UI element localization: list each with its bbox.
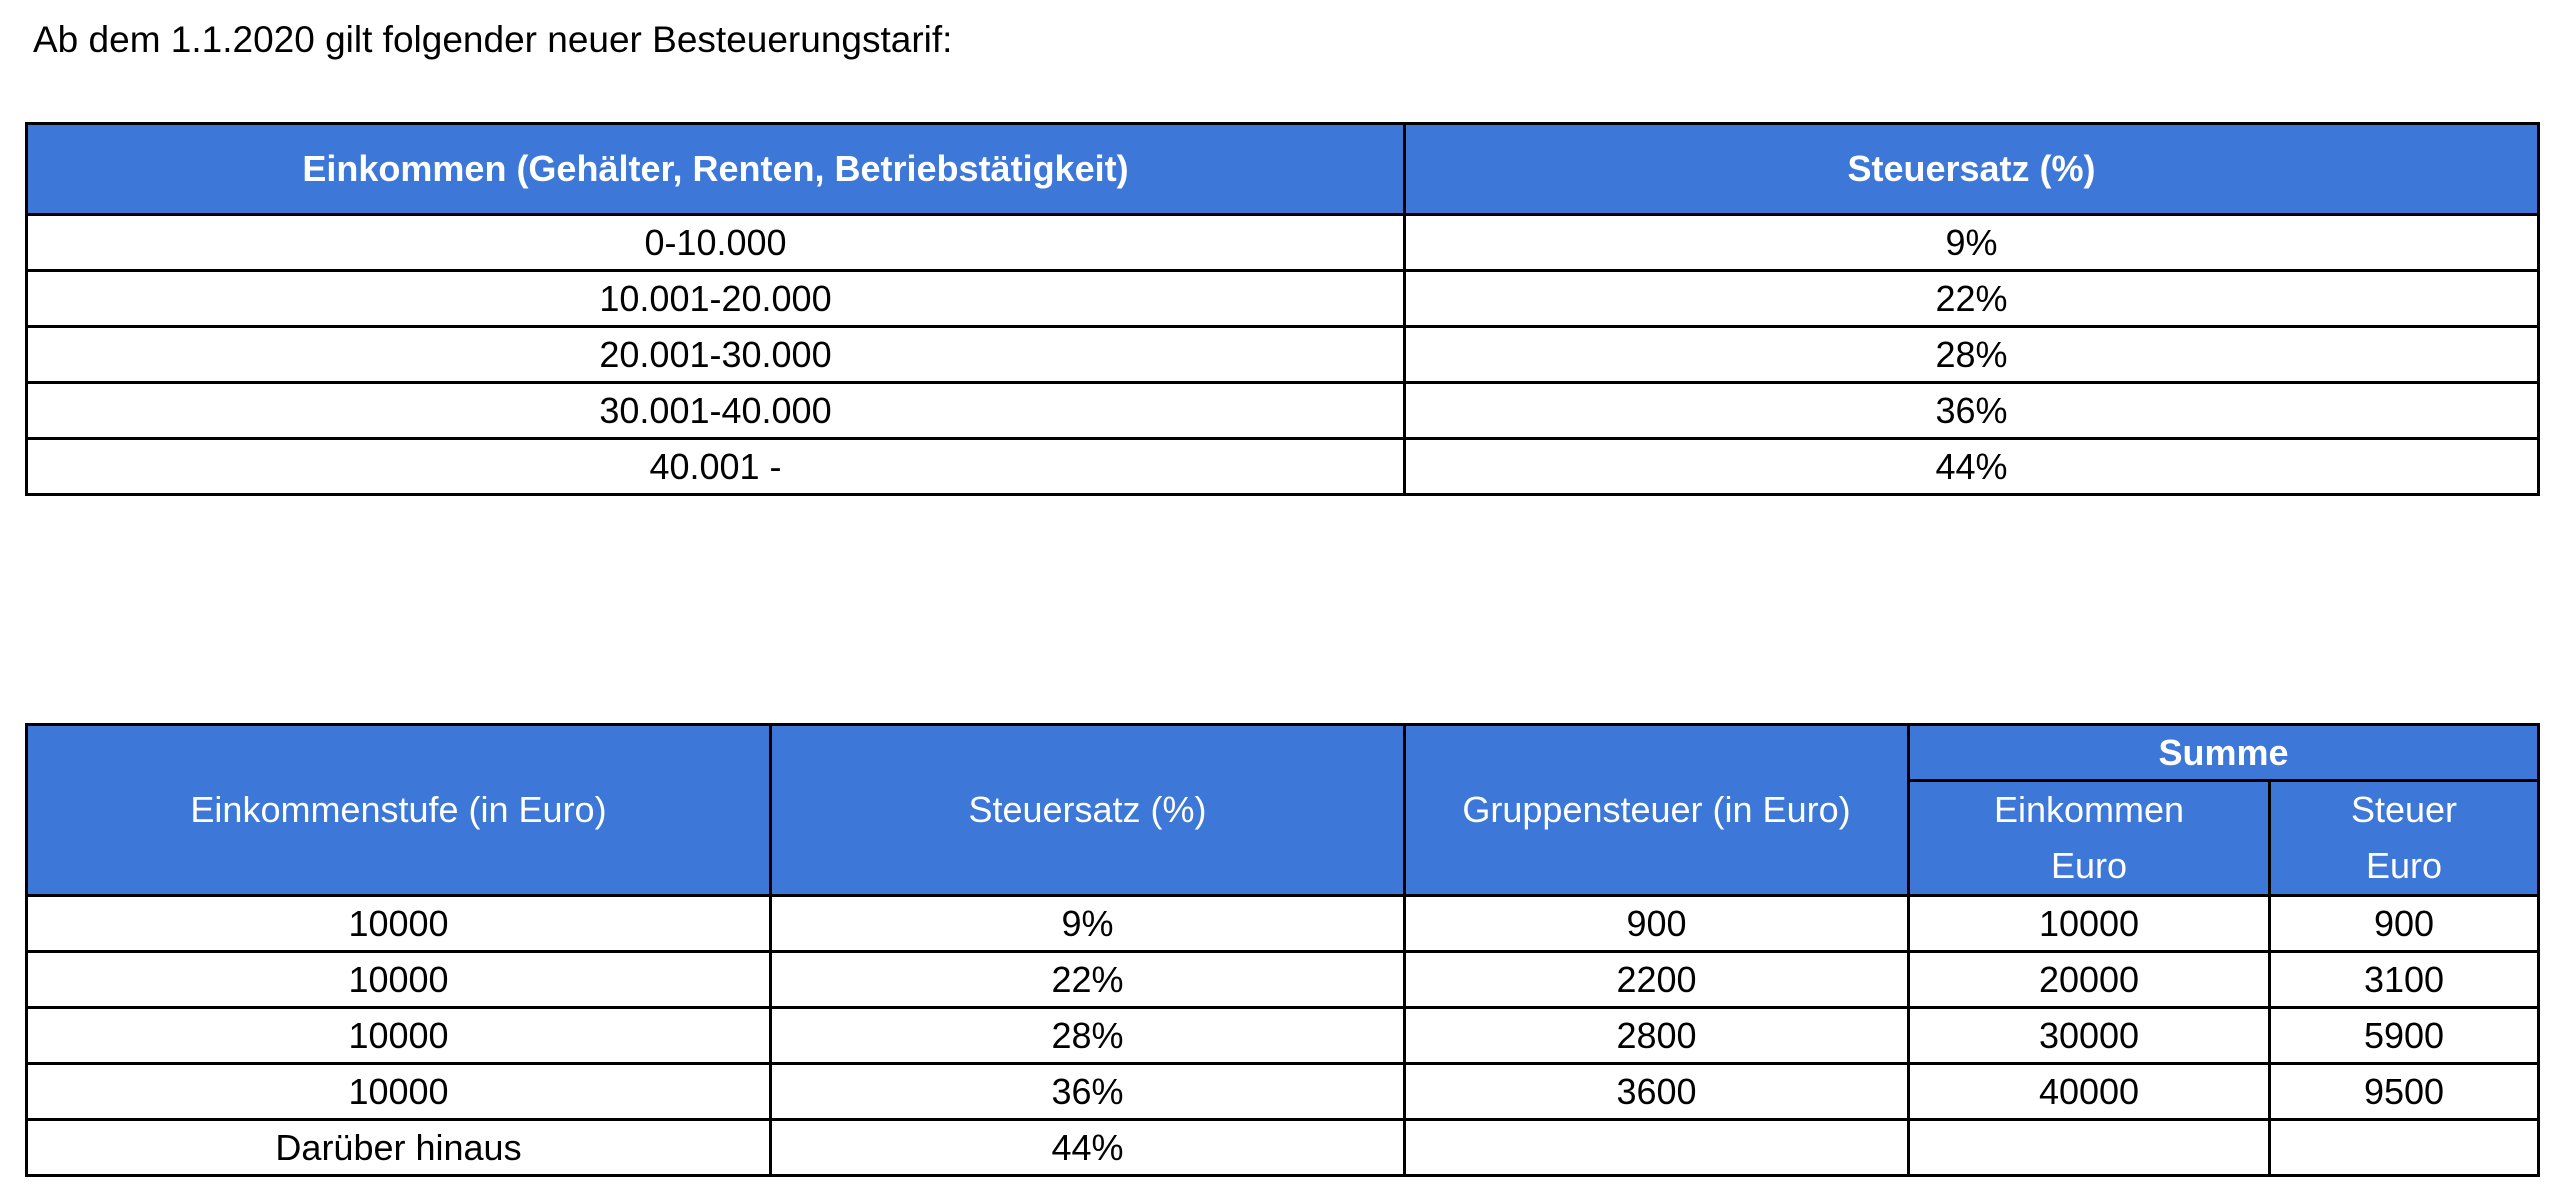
sum-income-cell: 30000 [1909, 1008, 2270, 1064]
header-sum-income-line1: Einkommen [1993, 789, 2185, 830]
group-tax-cell: 2800 [1405, 1008, 1909, 1064]
table-row [27, 896, 2539, 952]
income-range-cell: 10.001-20.000 [27, 271, 1405, 327]
calc-header-row [27, 725, 2539, 781]
table-row [27, 1120, 2539, 1176]
table-row [27, 215, 2539, 271]
tax-rate-cell: 28% [771, 1008, 1405, 1064]
sum-income-cell: 20000 [1909, 952, 2270, 1008]
income-level-cell: 10000 [27, 1064, 771, 1120]
income-level-cell: 10000 [27, 952, 771, 1008]
header-tax-rate: Steuersatz (%) [771, 725, 1405, 896]
intro-text: Ab dem 1.1.2020 gilt folgender neuer Besteuerungstarif: [33, 19, 953, 60]
income-range-cell: 20.001-30.000 [27, 327, 1405, 383]
tax-rate-cell: 22% [771, 952, 1405, 1008]
sum-income-cell [1909, 1120, 2270, 1176]
table-row [27, 271, 2539, 327]
header-income-level: Einkommenstufe (in Euro) [27, 725, 771, 896]
income-level-cell: Darüber hinaus [27, 1120, 771, 1176]
header-sum: Summe [1909, 725, 2539, 781]
income-range-cell: 40.001 - [27, 439, 1405, 495]
group-tax-cell: 3600 [1405, 1064, 1909, 1120]
tax-rate-cell: 44% [1405, 439, 2539, 495]
group-tax-cell: 2200 [1405, 952, 1909, 1008]
tax-rate-cell: 9% [771, 896, 1405, 952]
table-row [27, 439, 2539, 495]
tax-rate-cell: 9% [1405, 215, 2539, 271]
header-group-tax: Gruppensteuer (in Euro) [1405, 725, 1909, 896]
income-level-cell: 10000 [27, 1008, 771, 1064]
table-row [27, 327, 2539, 383]
sum-tax-cell: 3100 [2270, 952, 2539, 1008]
header-sum-income [1909, 781, 2270, 896]
header-sum-tax [2270, 781, 2539, 896]
sum-income-cell: 10000 [1909, 896, 2270, 952]
sum-tax-cell: 5900 [2270, 1008, 2539, 1064]
header-sum-income-line2: Euro [2050, 845, 2128, 886]
income-range-cell: 30.001-40.000 [27, 383, 1405, 439]
sum-income-cell: 40000 [1909, 1064, 2270, 1120]
header-tax-rate: Steuersatz (%) [1405, 124, 2539, 215]
calculation-table [25, 723, 2540, 1177]
table-row [27, 383, 2539, 439]
tariff-header-row [27, 124, 2539, 215]
tax-rate-cell: 28% [1405, 327, 2539, 383]
table-row [27, 1008, 2539, 1064]
header-income: Einkommen (Gehälter, Renten, Betriebstätigkeit) [27, 124, 1405, 215]
tax-rate-cell: 36% [1405, 383, 2539, 439]
sum-tax-cell [2270, 1120, 2539, 1176]
sum-tax-cell: 900 [2270, 896, 2539, 952]
tax-rate-cell: 22% [1405, 271, 2539, 327]
table-row [27, 952, 2539, 1008]
table-row [27, 1064, 2539, 1120]
group-tax-cell [1405, 1120, 1909, 1176]
sum-tax-cell: 9500 [2270, 1064, 2539, 1120]
tax-rate-cell: 36% [771, 1064, 1405, 1120]
tax-rate-cell: 44% [771, 1120, 1405, 1176]
header-sum-tax-line2: Euro [2365, 845, 2443, 886]
income-level-cell: 10000 [27, 896, 771, 952]
group-tax-cell: 900 [1405, 896, 1909, 952]
tariff-table [25, 122, 2540, 496]
header-sum-tax-line1: Steuer [2350, 789, 2458, 830]
income-range-cell: 0-10.000 [27, 215, 1405, 271]
